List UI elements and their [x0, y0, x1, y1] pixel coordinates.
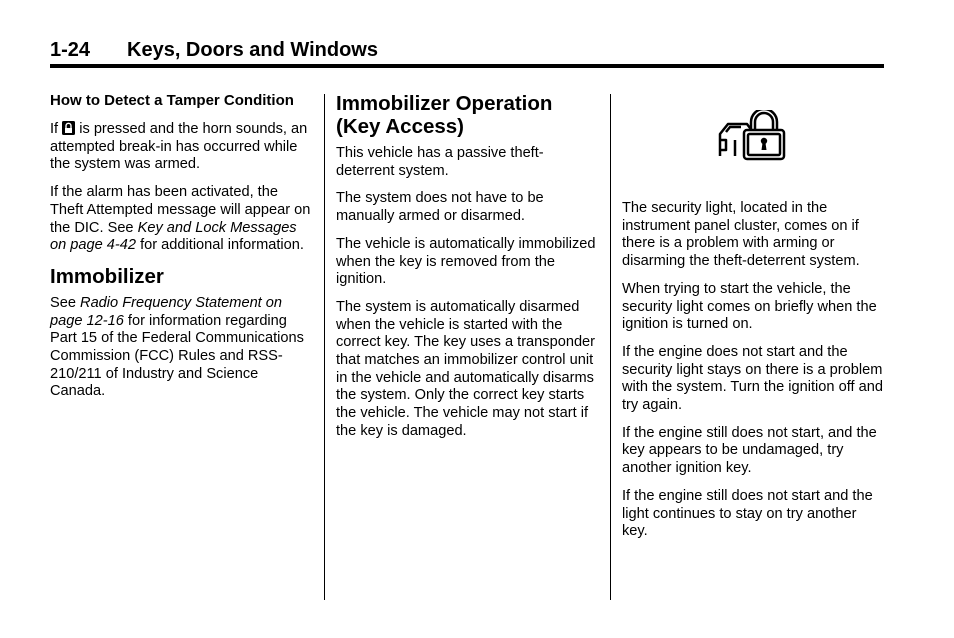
chapter-title: Keys, Doors and Windows [127, 39, 378, 61]
col3-paragraph: If the engine still does not start, and the key appears to be undamaged, try another ignition key. [622, 424, 877, 477]
page-header [50, 38, 884, 68]
immobilizer-heading: Immobilizer [50, 264, 164, 288]
col3-paragraph: When trying to start the vehicle, the security light comes on briefly when the ignition is turned on. [622, 280, 877, 333]
lock-icon [62, 121, 75, 135]
col2-paragraph: This vehicle has a passive theft-deterrent system. [336, 145, 544, 179]
tamper-paragraph-1: If is pressed and the horn sounds, an attempted break-in has occurred while the system was armed. [50, 121, 308, 173]
col3-paragraph: The security light, located in the instrument panel cluster, comes on if there is a problem with arming or disarming the theft-deterrent system. [622, 200, 860, 270]
col3-paragraph: If the engine still does not start and the light continues to stay on try another key. [622, 487, 873, 540]
security-light-icon [717, 110, 789, 162]
tamper-paragraph-2: If the alarm has been activated, the Theft Attempted message will appear on the DIC. See Key and Lock Messages on page 4-42 for additional information. [50, 184, 311, 254]
column-left [50, 92, 314, 411]
column-divider [324, 94, 325, 600]
col2-paragraph: The system does not have to be manually armed or disarmed. [336, 190, 544, 225]
col2-paragraph: The vehicle is automatically immobilized when the key is removed from the ignition. [336, 235, 596, 288]
column-right [622, 92, 884, 551]
column-divider [610, 94, 611, 600]
immobilizer-operation-heading: Immobilizer Operation (Key Access) [336, 92, 553, 138]
col2-paragraph: The system is automatically disarmed when the vehicle is started with the correct key. The key uses a transponder that matches an immobilizer control unit in the vehicle and automatically disarms the system. Only the correct key starts the vehicle. The vehicle may not start if the key is damaged. [336, 298, 596, 439]
page-number: 1-24 [50, 39, 91, 61]
immobilizer-paragraph: See Radio Frequency Statement on page 12-16 for information regarding Part 15 of the Federal Communications Commission (FCC) Rules and RSS-210/211 of Industry and Science Canada. [50, 294, 304, 400]
key-lock-messages-link[interactable]: Key and Lock Messages on page 4-42 [50, 219, 297, 254]
col3-paragraph: If the engine does not start and the security light stays on there is a problem with the system. Turn the ignition off and try again. [622, 343, 883, 414]
tamper-heading: How to Detect a Tamper Condition [50, 92, 294, 109]
column-middle [336, 92, 598, 451]
radio-frequency-link[interactable]: Radio Frequency Statement on page 12-16 [50, 294, 283, 329]
icon-area [622, 92, 884, 200]
